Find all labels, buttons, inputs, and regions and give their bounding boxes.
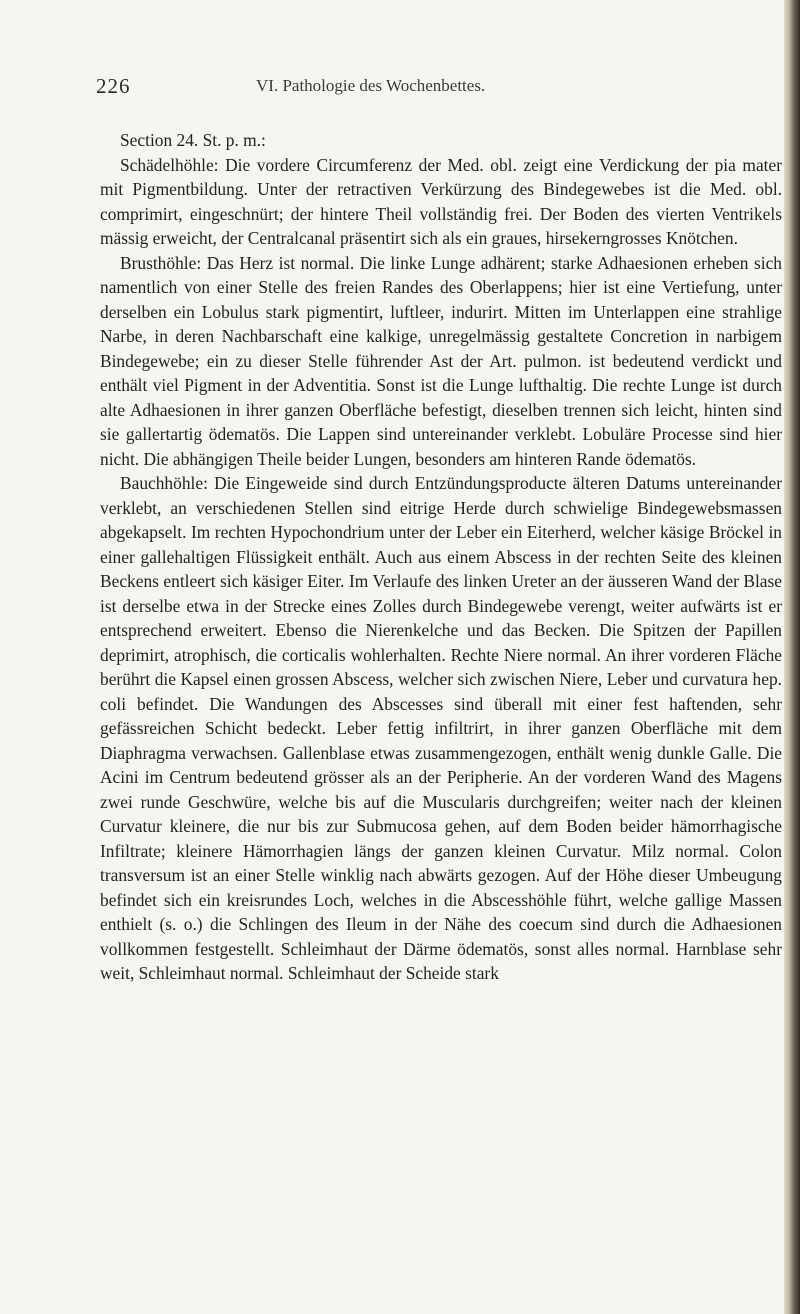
- body-text: [100, 128, 782, 986]
- page-binding-edge: [784, 0, 800, 1314]
- paragraph-brusthoehle: Brusthöhle: Das Herz ist normal. Die linke Lunge adhärent; starke Adhaesionen erheben sich namentlich von einer Stelle des freien Randes des Oberlappens; hier ist eine Vertiefung, unter derselben ein Lobulus stark pigmentirt, luftleer, indurirt. Mitten im Unterlappen eine strahlige Narbe, in deren Nachbarschaft eine kalkige, unregelmässig gestaltete Concretion in narbigem Bindegewebe; ein zu dieser Stelle führender Ast der Art. pulmon. ist bedeutend verdickt und enthält viel Pigment in der Adventitia. Sonst ist die Lunge lufthaltig. Die rechte Lunge ist durch alte Adhaesionen in ihrer ganzen Oberfläche befestigt, dieselben trennen sich leicht, hinten sind sie gallertartig ödematös. Die Lappen sind untereinander verklebt. Lobuläre Processe sind hier nicht. Die abhängigen Theile beider Lungen, besonders am hinteren Rande ödematös.: [100, 252, 782, 469]
- section-heading-line: Section 24. St. p. m.:: [120, 130, 266, 150]
- page-number: 226: [96, 74, 131, 98]
- running-title: VI. Pathologie des Wochenbettes.: [256, 76, 486, 95]
- page-header: [96, 74, 736, 104]
- paragraph-schaedelhoehle: Schädelhöhle: Die vordere Circumferenz der Med. obl. zeigt eine Verdickung der pia mater mit Pigmentbildung. Unter der retractiven Verkürzung des Bindegewebes ist die Med. obl. comprimirt, eingeschnürt; der hintere Theil vollständig frei. Der Boden des vierten Ventrikels mässig erweicht, der Centralcanal präsentirt sich als ein graues, hirsekerngrosses Knötchen.: [100, 154, 782, 248]
- paragraph-bauchhoehle: Bauchhöhle: Die Eingeweide sind durch Entzündungsproducte älteren Datums untereinander verklebt, an verschiedenen Stellen sind eitrige Herde durch schwielige Bindegewebsmassen abgekapselt. Im rechten Hypochondrium unter der Leber ein Eiterherd, welcher käsige Bröckel in einer gallehaltigen Flüssigkeit enthält. Auch aus einem Abscess in der rechten Seite des kleinen Beckens entleert sich käsiger Eiter. Im Verlaufe des linken Ureter an der äusseren Wand der Blase ist derselbe etwa in der Strecke eines Zolles durch Bindegewebe verengt, weiter aufwärts ist er entsprechend erweitert. Ebenso die Nierenkelche und das Becken. Die Spitzen der Papillen deprimirt, atrophisch, die corticalis wohlerhalten. Rechte Niere normal. An ihrer vorderen Fläche berührt die Kapsel einen grossen Abscess, welcher sich zwischen Niere, Leber und curvatura hep. coli befindet. Die Wandungen des Abscesses sind überall mit einer fest haftenden, sehr gefässreichen Schicht bedeckt. Leber fettig infiltrirt, in ihrer ganzen Oberfläche mit dem Diaphragma verwachsen. Gallenblase etwas zusammengezogen, enthält wenig dunkle Galle. Die Acini im Centrum bedeutend grösser als an der Peripherie. An der vorderen Wand des Magens zwei runde Geschwüre, welche bis auf die Muscularis durchgreifen; weiter nach der kleinen Curvatur kleinere, die nur bis zur Submucosa gehen, auf dem Boden beider hämorrhagische Infiltrate; kleinere Hämorrhagien längs der ganzen kleinen Curvatur. Milz normal. Colon transversum ist an einer Stelle winklig nach abwärts gezogen. Auf der Höhe dieser Umbeugung befindet sich ein kreisrundes Loch, welches in die Abscesshöhle führt, welche gallige Massen enthielt (s. o.) die Schlingen des Ileum in der Nähe des coecum sind durch die Adhaesionen vollkommen festgestellt. Schleimhaut der Därme ödematös, sonst alles normal. Harnblase sehr weit, Schleimhaut normal. Schleimhaut der Scheide stark: [100, 473, 782, 983]
